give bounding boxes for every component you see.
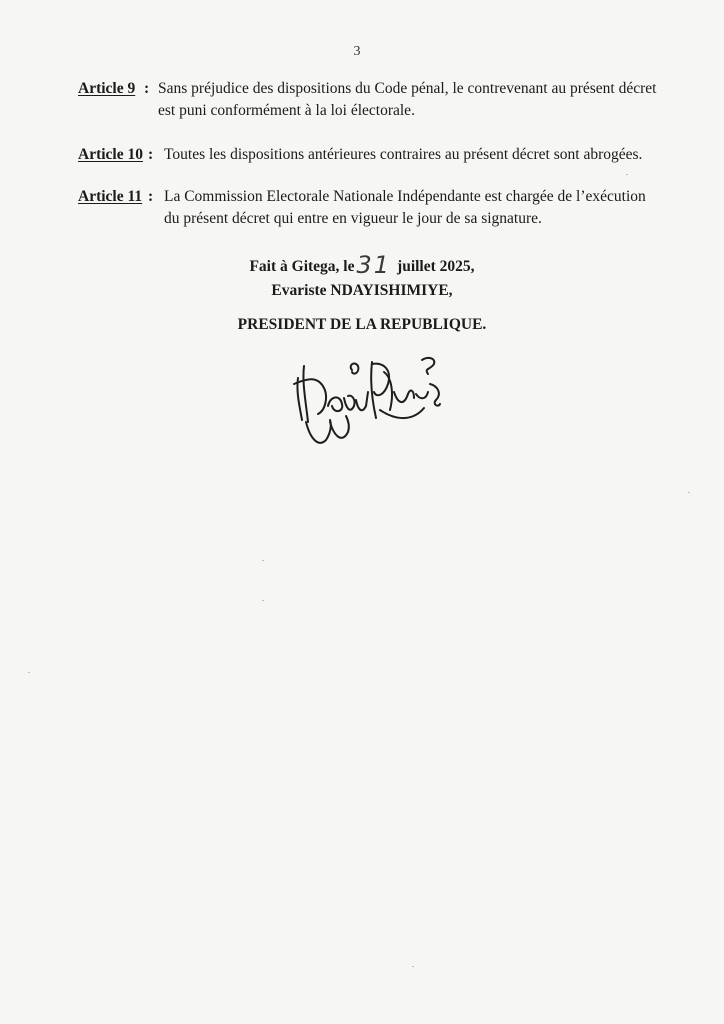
article-colon: : bbox=[148, 188, 154, 205]
article-text: Sans préjudice des dispositions du Code pénal, le contrevenant au présent décret est puni conformément à la loi électorale. bbox=[158, 80, 657, 119]
page-number: 3 bbox=[353, 44, 361, 59]
handwritten-signature-icon bbox=[288, 348, 448, 452]
article-colon: : bbox=[148, 146, 154, 163]
article-text: La Commission Electorale Nationale Indépendante est chargée de l’exécution du présent décret qui entre en vigueur le jour de sa signature. bbox=[164, 188, 646, 227]
month-year: juillet 2025, bbox=[397, 258, 475, 275]
scan-speck bbox=[262, 600, 264, 601]
article-colon: : bbox=[144, 80, 150, 97]
article-label: Article 10 bbox=[78, 146, 143, 163]
scan-speck bbox=[28, 672, 30, 673]
signer-title: PRESIDENT DE LA REPUBLIQUE. bbox=[237, 316, 487, 333]
scan-speck bbox=[688, 492, 690, 493]
article-text: Toutes les dispositions antérieures contraires au présent décret sont abrogées. bbox=[164, 146, 643, 163]
place-and-date bbox=[0, 249, 724, 277]
scan-speck bbox=[412, 966, 414, 967]
article-label: Article 11 bbox=[78, 188, 143, 205]
signer-name: Evariste NDAYISHIMIYE, bbox=[271, 282, 453, 299]
handwritten-day: 31 bbox=[356, 251, 392, 279]
place-prefix: Fait à Gitega, le bbox=[249, 258, 355, 275]
scan-speck bbox=[262, 560, 264, 561]
article-label: Article 9 bbox=[78, 80, 136, 97]
scan-speck bbox=[626, 174, 628, 175]
